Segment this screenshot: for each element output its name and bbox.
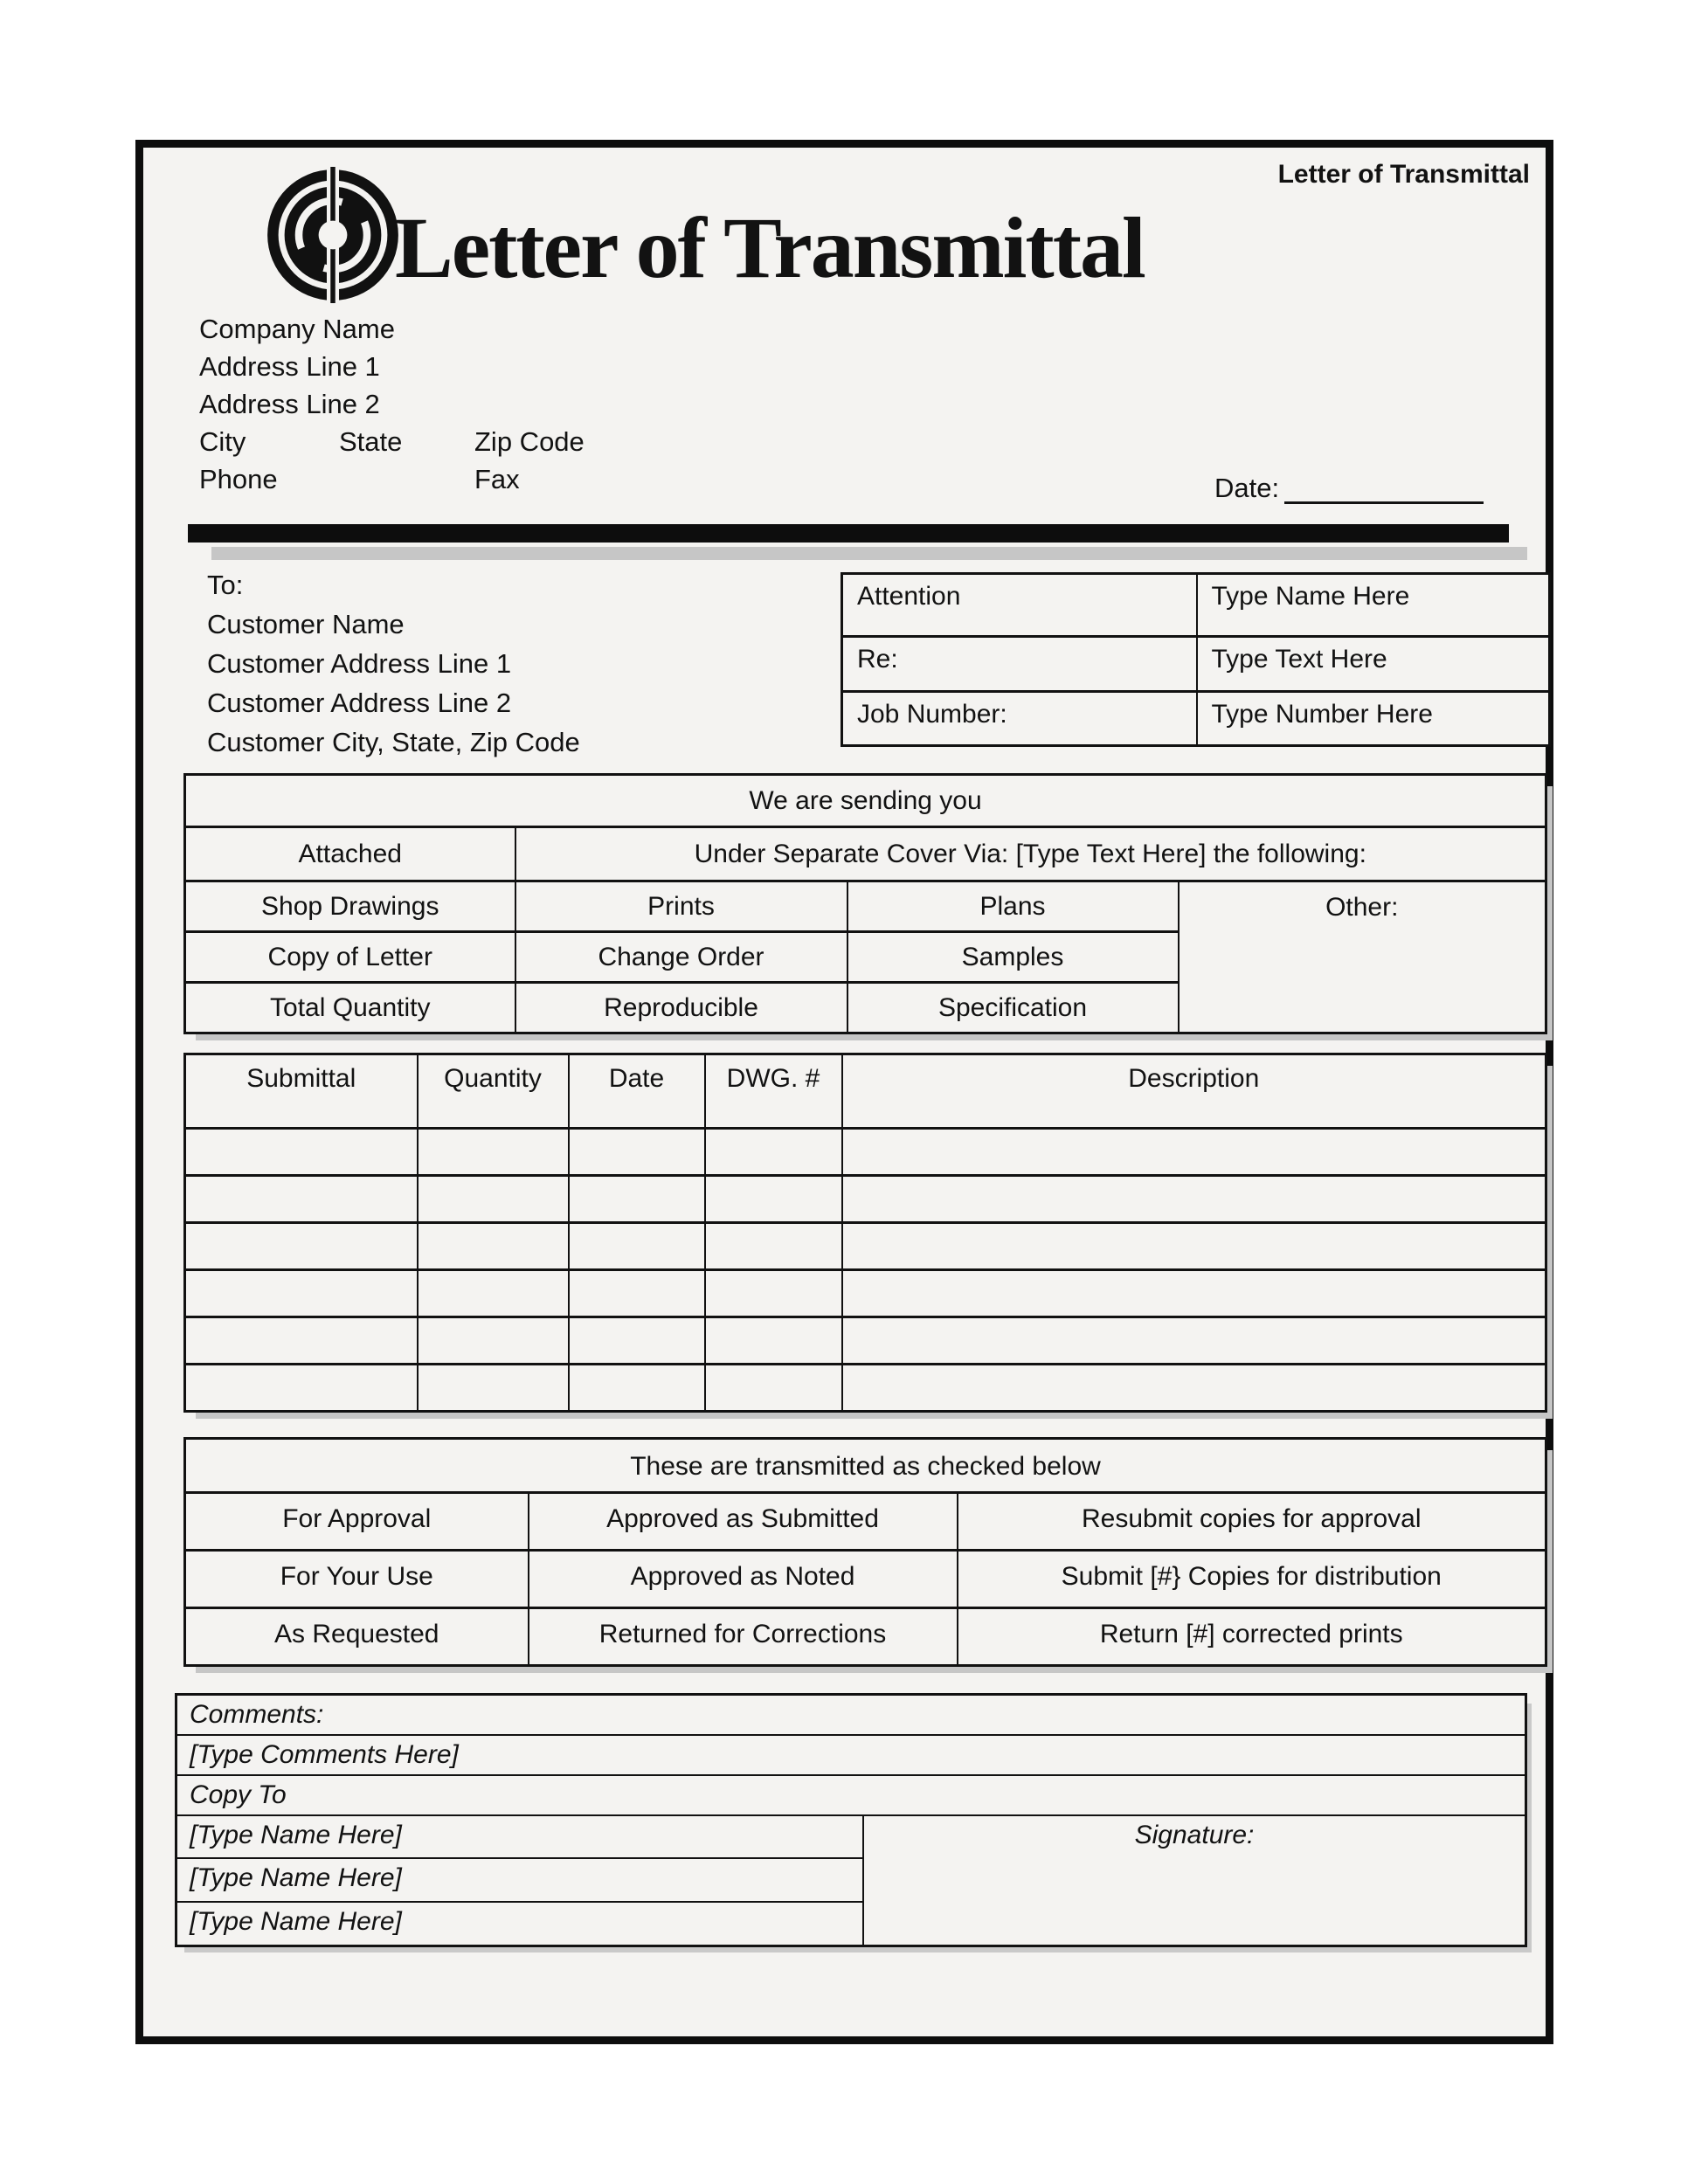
customer-name[interactable]: Customer Name (207, 609, 405, 639)
date-cell[interactable] (569, 1223, 705, 1270)
option-as-requested[interactable]: As Requested (185, 1608, 529, 1666)
table-row (842, 574, 1550, 637)
option-change-order[interactable]: Change Order (515, 932, 847, 983)
description-cell[interactable] (842, 1176, 1546, 1223)
table-row (185, 1608, 1546, 1666)
table-row (842, 692, 1550, 746)
dwg-cell[interactable] (705, 1317, 842, 1365)
option-reproducible[interactable]: Reproducible (515, 983, 847, 1033)
separate-cover-field[interactable]: Under Separate Cover Via: [Type Text Here] the following: (515, 827, 1546, 881)
table-row (176, 1775, 1526, 1815)
sending-title: We are sending you (185, 775, 1546, 827)
corner-title: Letter of Transmittal (1277, 160, 1530, 189)
option-return-corrected-prints[interactable]: Return [#] corrected prints (958, 1608, 1546, 1666)
quantity-cell[interactable] (418, 1129, 569, 1176)
table-row (176, 1815, 1526, 1858)
option-specification[interactable]: Specification (847, 983, 1179, 1033)
description-cell[interactable] (842, 1270, 1546, 1317)
description-cell[interactable] (842, 1129, 1546, 1176)
comments-section (175, 1693, 1527, 1947)
table-row (185, 1223, 1546, 1270)
table-row (176, 1695, 1526, 1736)
description-cell[interactable] (842, 1365, 1546, 1412)
option-approved-as-noted[interactable]: Approved as Noted (529, 1551, 958, 1608)
company-address-1: Address Line 1 (199, 351, 380, 382)
table-row (176, 1735, 1526, 1775)
quantity-cell[interactable] (418, 1176, 569, 1223)
signature-field[interactable]: Signature: (863, 1815, 1525, 1946)
company-city: City (199, 426, 246, 457)
re-label: Re: (842, 637, 1197, 692)
copy-to-name-field[interactable]: [Type Name Here] (176, 1902, 864, 1946)
description-cell[interactable] (842, 1223, 1546, 1270)
submittal-cell[interactable] (185, 1223, 418, 1270)
table-row (185, 881, 1546, 932)
option-submit-copies[interactable]: Submit [#} Copies for distribution (958, 1551, 1546, 1608)
option-copy-of-letter[interactable]: Copy of Letter (185, 932, 515, 983)
col-header-description: Description (842, 1054, 1546, 1129)
company-name: Company Name (199, 314, 395, 344)
transmitted-as-checked-table (183, 1437, 1547, 1667)
copy-to-name-field[interactable]: [Type Name Here] (176, 1815, 864, 1858)
option-total-quantity[interactable]: Total Quantity (185, 983, 515, 1033)
company-fax: Fax (474, 464, 520, 494)
table-row (842, 637, 1550, 692)
company-address-2: Address Line 2 (199, 389, 380, 419)
col-header-submittal: Submittal (185, 1054, 418, 1129)
transmitted-title: These are transmitted as checked below (185, 1439, 1546, 1493)
date-cell[interactable] (569, 1129, 705, 1176)
table-row (185, 1129, 1546, 1176)
option-for-your-use[interactable]: For Your Use (185, 1551, 529, 1608)
dwg-cell[interactable] (705, 1223, 842, 1270)
quantity-cell[interactable] (418, 1365, 569, 1412)
table-row (185, 775, 1546, 827)
table-row (185, 1365, 1546, 1412)
copy-to-name-field[interactable]: [Type Name Here] (176, 1858, 864, 1902)
job-number-label: Job Number: (842, 692, 1197, 746)
copy-to-label: Copy To (176, 1775, 1526, 1815)
table-row (185, 1493, 1546, 1551)
quantity-cell[interactable] (418, 1223, 569, 1270)
submittal-cell[interactable] (185, 1270, 418, 1317)
dwg-cell[interactable] (705, 1129, 842, 1176)
dwg-cell[interactable] (705, 1270, 842, 1317)
customer-address-1[interactable]: Customer Address Line 1 (207, 648, 512, 679)
dwg-cell[interactable] (705, 1365, 842, 1412)
header-divider-rule (188, 524, 1509, 543)
date-cell[interactable] (569, 1365, 705, 1412)
option-returned-for-corrections[interactable]: Returned for Corrections (529, 1608, 958, 1666)
table-header-row (185, 1054, 1546, 1129)
date-cell[interactable] (569, 1270, 705, 1317)
to-label: To: (207, 570, 244, 600)
company-state: State (339, 426, 403, 457)
option-approved-as-submitted[interactable]: Approved as Submitted (529, 1493, 958, 1551)
date-label: Date: (1214, 473, 1280, 503)
attention-label: Attention (842, 574, 1197, 637)
dwg-cell[interactable] (705, 1176, 842, 1223)
reference-table (841, 572, 1551, 747)
option-other-field[interactable]: Other: (1179, 881, 1546, 1033)
table-row (185, 1270, 1546, 1317)
table-row (185, 1317, 1546, 1365)
description-cell[interactable] (842, 1317, 1546, 1365)
col-header-quantity: Quantity (418, 1054, 569, 1129)
table-row (185, 1176, 1546, 1223)
option-shop-drawings[interactable]: Shop Drawings (185, 881, 515, 932)
page-title: Letter of Transmittal (395, 199, 1145, 296)
option-plans[interactable]: Plans (847, 881, 1179, 932)
re-value-field[interactable]: Type Text Here (1197, 637, 1550, 692)
transmittal-form-page (135, 140, 1553, 2044)
col-header-dwg: DWG. # (705, 1054, 842, 1129)
company-info-block (199, 310, 585, 498)
customer-address-2[interactable]: Customer Address Line 2 (207, 688, 512, 718)
table-row (185, 1551, 1546, 1608)
company-zip: Zip Code (474, 426, 585, 457)
attention-value-field[interactable]: Type Name Here (1197, 574, 1550, 637)
date-fill-in-line[interactable] (1284, 475, 1484, 504)
quantity-cell[interactable] (418, 1270, 569, 1317)
company-logo-icon (265, 167, 401, 303)
option-samples[interactable]: Samples (847, 932, 1179, 983)
submittal-table (183, 1053, 1547, 1413)
option-for-approval[interactable]: For Approval (185, 1493, 529, 1551)
submittal-cell[interactable] (185, 1176, 418, 1223)
col-header-date: Date (569, 1054, 705, 1129)
option-resubmit-copies[interactable]: Resubmit copies for approval (958, 1493, 1546, 1551)
table-row (185, 1439, 1546, 1493)
comments-label: Comments: (176, 1695, 1526, 1736)
customer-city-state-zip[interactable]: Customer City, State, Zip Code (207, 727, 580, 757)
comments-input-field[interactable]: [Type Comments Here] (176, 1735, 1526, 1775)
submittal-cell[interactable] (185, 1129, 418, 1176)
quantity-cell[interactable] (418, 1317, 569, 1365)
job-number-value-field[interactable]: Type Number Here (1197, 692, 1550, 746)
recipient-block (207, 565, 580, 762)
attached-option[interactable]: Attached (185, 827, 515, 881)
company-phone: Phone (199, 464, 278, 494)
submittal-cell[interactable] (185, 1365, 418, 1412)
option-prints[interactable]: Prints (515, 881, 847, 932)
we-are-sending-table (183, 773, 1547, 1034)
date-cell[interactable] (569, 1176, 705, 1223)
table-row (185, 827, 1546, 881)
submittal-cell[interactable] (185, 1317, 418, 1365)
date-row (1214, 473, 1484, 504)
date-cell[interactable] (569, 1317, 705, 1365)
